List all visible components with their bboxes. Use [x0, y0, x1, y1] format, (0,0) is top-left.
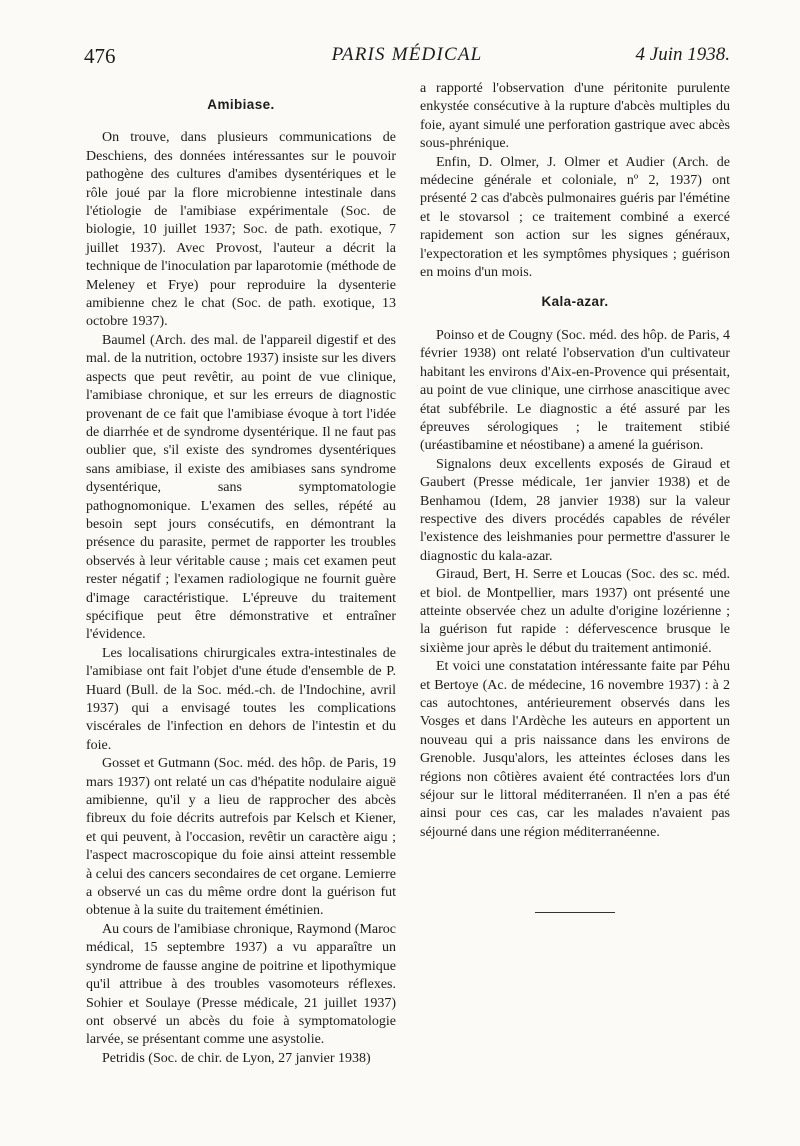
page-number: 476 — [84, 44, 116, 68]
section-end-rule — [535, 912, 615, 913]
paragraph: Petridis (Soc. de chir. de Lyon, 27 janvier 1938) — [102, 1050, 371, 1066]
paragraph: Enfin, D. Olmer, J. Olmer et Audier (Arch. de médecine générale et coloniale, nº 2, 1937) ont présenté 2 cas d'abcès pulmonaires guéris par l'émétine et le stovarsol ; ce traitement combiné a exercé rapidement son action sur les signes généraux, l'expectoration et les symptômes physiques ; guérison en moins d'un mois. — [420, 154, 730, 281]
paragraph: Au cours de l'amibiase chronique, Raymond (Maroc médical, 15 septembre 1937) a vu apparaître un syndrome de fausse angine de poitrine et lipothymique qu'il attribue à des troubles vasomoteurs réflexes. Sohier et Soulaye (Presse médicale, 21 juillet 1937) ont observé un abcès du foie à symptomatologie larvée, se présentant comme une asystolie. — [86, 921, 396, 1048]
paragraph: Gosset et Gutmann (Soc. méd. des hôp. de Paris, 19 mars 1937) ont relaté un cas d'hépatite nodulaire aiguë amibienne, qu'il y a lieu de rapprocher des abcès fibreux du foie décrits autrefois par Kelsch et Kiener, et qui peuvent, à l'occasion, revêtir un caractère aigu ; l'aspect macroscopique du foie ainsi atteint ressemble à celui des cancers secondaires de cet organe. Lemierre a observé un cas du même ordre dont la guérison fut obtenue à la suite du traitement émétinien. — [86, 756, 396, 919]
left-column — [86, 80, 396, 1068]
paragraph: Signalons deux excellents exposés de Giraud et Gaubert (Presse médicale, 1er janvier 1938) et de Benhamou (Idem, 28 janvier 1938) sur la valeur respective des divers procédés capables de révéler l'existence des leishmanies pour permettre d'assurer le diagnostic du kala-azar. — [420, 456, 730, 564]
page-header — [84, 44, 730, 74]
paragraph-continuation: a rapporté l'observation d'une péritonite purulente enkystée consécutive à la rupture d'abcès multiples du foie, ayant simulé une perforation gastrique avec abcès sous-phrénique. — [420, 81, 730, 152]
journal-title: PARIS MÉDICAL — [331, 44, 483, 65]
section-heading-amibiase: Amibiase. — [207, 97, 275, 112]
right-column — [420, 80, 730, 913]
paragraph: Baumel (Arch. des mal. de l'appareil digestif et des mal. de la nutrition, octobre 1937) insiste sur les divers aspects que peut revêtir, au point de vue clinique, l'amibiase chronique, et sur les erreurs de diagnostic provenant de ce fait que l'amibiase évoque à tort l'idée de diarrhée et de syndrome dysentérique. Il ne faut pas oublier que, s'il existe des syndromes dysentériques sans amibiase, il existe des amibiases sans syndrome dysentérique, sans symptomatologie pathognomonique. L'examen des selles, répété au besoin sept jours consécutifs, en démontrant la présence du parasite, permet de rapporter les troubles observés à leur véritable cause ; mais cet examen peut rester négatif ; l'examen radiologique ne fournit guère d'image caractéristique. L'épreuve du traitement spécifique peut être démonstrative et entraîner l'évidence. — [86, 332, 396, 643]
paragraph: Poinso et de Cougny (Soc. méd. des hôp. de Paris, 4 février 1938) ont relaté l'observation d'un cultivateur habitant les environs d'Aix-en-Provence qui présentait, au point de vue clinique, une cirrhose anascitique avec état subfébrile. Le diagnostic a été assuré par les épreuves sérologiques ; le traitement stibié (uréastibamine et néostibane) a amené la guérison. — [420, 327, 730, 454]
paragraph: Giraud, Bert, H. Serre et Loucas (Soc. des sc. méd. et biol. de Montpellier, mars 1937) ont présenté une atteinte observée chez un adulte d'origine lozérienne ; la guérison fut rapide : défervescence brusque le sixième jour après le début du traitement antimonié. — [420, 567, 730, 656]
section-heading-kala-azar: Kala-azar. — [541, 294, 609, 310]
paragraph: Les localisations chirurgicales extra-intestinales de l'amibiase ont fait l'objet d'une étude d'ensemble de P. Huard (Bull. de la Soc. méd.-ch. de l'Indochine, avril 1937) qui a envisagé toutes les complications viscérales de l'infection en dehors de l'intestin et du foie. — [86, 645, 396, 753]
paragraph: On trouve, dans plusieurs communications de Deschiens, des données intéressantes sur le pouvoir pathogène des cultures d'amibes dysentériques et le rôle joué par la flore microbienne intestinale dans l'étiologie de l'amibiase expérimentale (Soc. de biologie, 10 juillet 1937; Soc. de path. exotique, 7 juillet 1937). Avec Provost, l'auteur a décrit la technique de l'inoculation par laparotomie (méthode de Meleney et Frye) pour reproduire la dysenterie amibienne chez le chat (Soc. de path. exotique, 13 octobre 1937). — [86, 130, 396, 330]
issue-date: 4 Juin 1938. — [635, 44, 730, 65]
paragraph: Et voici une constatation intéressante faite par Péhu et Bertoye (Ac. de médecine, 16 novembre 1937) : à 2 cas autochtones, antérieurement observés dans les Vosges et dans l'Ardèche les auteurs en apportent un nouveau qui a pris naissance dans les environs de Grenoble. Jusqu'alors, les atteintes écloses dans les régions non côtières avaient été contractées lors d'un séjour sur le littoral méditerranéen. Il n'en a pas été ainsi pour ces cas, car les malades n'avaient pas séjourné dans une région méditerranéenne. — [420, 659, 730, 840]
